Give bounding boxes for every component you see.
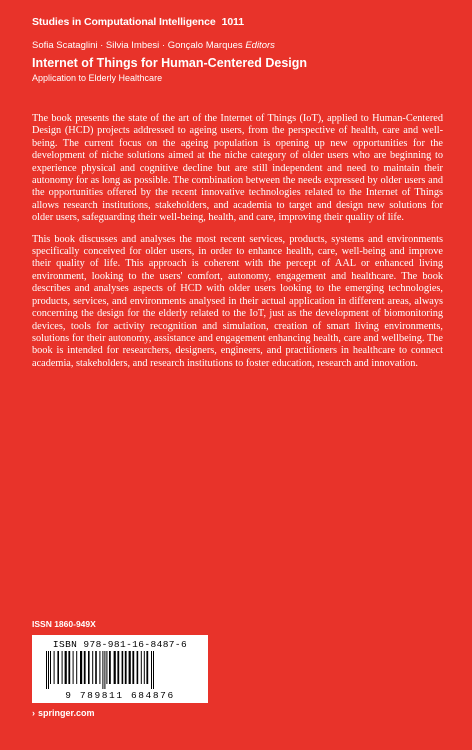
barcode-bar (73, 651, 74, 684)
barcode-bar (80, 651, 82, 684)
description-paragraph: The book presents the state of the art of the Internet of Things (IoT), applied to Human-Centered Design (HCD) projects addressed to ageing users, from the perspective of health, care and well-being. The current focus on the ageing population is opening up new opportunities for the development of niche solutions aimed at the niche category of older users who are beginning to experience physical and cognitive decline but are still independent and need to maintain their autonomy for as long as possible. The combination between the needs expressed by older users and the opportunities offered by the recent innovative technologies related to the Internet of Things allows research institutions, stakeholders, and academia to target and design new solutions for older users, safeguarding their well-being, health, and care, improving their quality of life. (32, 113, 443, 224)
issn: ISSN 1860-949X (32, 619, 96, 629)
barcode-bar (129, 651, 131, 684)
barcode-bar (117, 651, 119, 684)
barcode-box (32, 635, 208, 703)
header (32, 14, 452, 84)
barcode-bar (99, 651, 100, 684)
editor-names: Sofia Scataglini · Silvia Imbesi · Gonçalo Marques (32, 40, 243, 51)
book-title: Internet of Things for Human-Centered Design (32, 56, 308, 70)
barcode-bar (146, 651, 148, 684)
series-number: 1011 (221, 16, 244, 28)
barcode-bar (92, 651, 93, 684)
barcode-bar (50, 651, 51, 684)
description (32, 113, 443, 379)
barcode-bar (57, 651, 59, 684)
barcode-image (44, 651, 196, 689)
barcode-bar (95, 651, 97, 684)
editors-line (32, 40, 452, 52)
barcode-bar (54, 651, 55, 684)
barcode-bar (46, 651, 47, 689)
editors-role: Editors (245, 40, 275, 51)
barcode-bar (102, 651, 103, 689)
publisher-link[interactable] (32, 708, 95, 719)
description-paragraph: This book discusses and analyses the most recent services, products, systems and environments specifically conceived for older users, in order to enhance health, care, well-being and improve their quality of life. This approach is coherent with the percept of AAL or enhanced living environment, looking to the users' comfort, autonomy, engagement and healthcare. The book describes and analyses aspects of HCD with older users looking to the emerging technologies, products, services, and environments analysed in their actual application in different areas, always concerning the design for the elderly related to the IoT, just as the development of biomonitoring devices, tools for activity recognition and simulation, creation of smart living environments, solutions for their autonomy, assistance and engagement enhancing health, care and wellbeing. The book is intended for researchers, designers, engineers, and practitioners in healthcare to connect academia, stakeholders, and research institutions to foster education, research and innovation. (32, 233, 443, 369)
book-subtitle: Application to Elderly Healthcare (32, 73, 163, 83)
barcode-bar (132, 651, 134, 684)
series-line (32, 14, 452, 30)
barcode-bar (68, 651, 70, 684)
barcode-bar (153, 651, 154, 689)
barcode-bar (125, 651, 127, 684)
barcode-bar (48, 651, 49, 689)
barcode-digits: 9 789811 684876 (65, 690, 175, 701)
series-name: Studies in Computational Intelligence (32, 16, 216, 28)
isbn-label: ISBN 978-981-16-8487-6 (52, 639, 188, 650)
barcode-bar (88, 651, 90, 684)
barcode-bar (106, 651, 107, 684)
barcode-bar (109, 651, 111, 684)
barcode-bar (114, 651, 116, 684)
barcode-bar (62, 651, 63, 684)
barcode-bar (144, 651, 145, 684)
barcode-bar (76, 651, 77, 684)
barcode-bar (137, 651, 139, 684)
barcode-bar (84, 651, 86, 684)
barcode-bar (122, 651, 124, 684)
barcode-bar (104, 651, 105, 689)
barcode-bar (151, 651, 152, 689)
barcode-bar (141, 651, 142, 684)
publisher-site: springer.com (38, 708, 95, 718)
barcode-bar (65, 651, 67, 684)
chevron-right-icon: › (32, 708, 35, 718)
